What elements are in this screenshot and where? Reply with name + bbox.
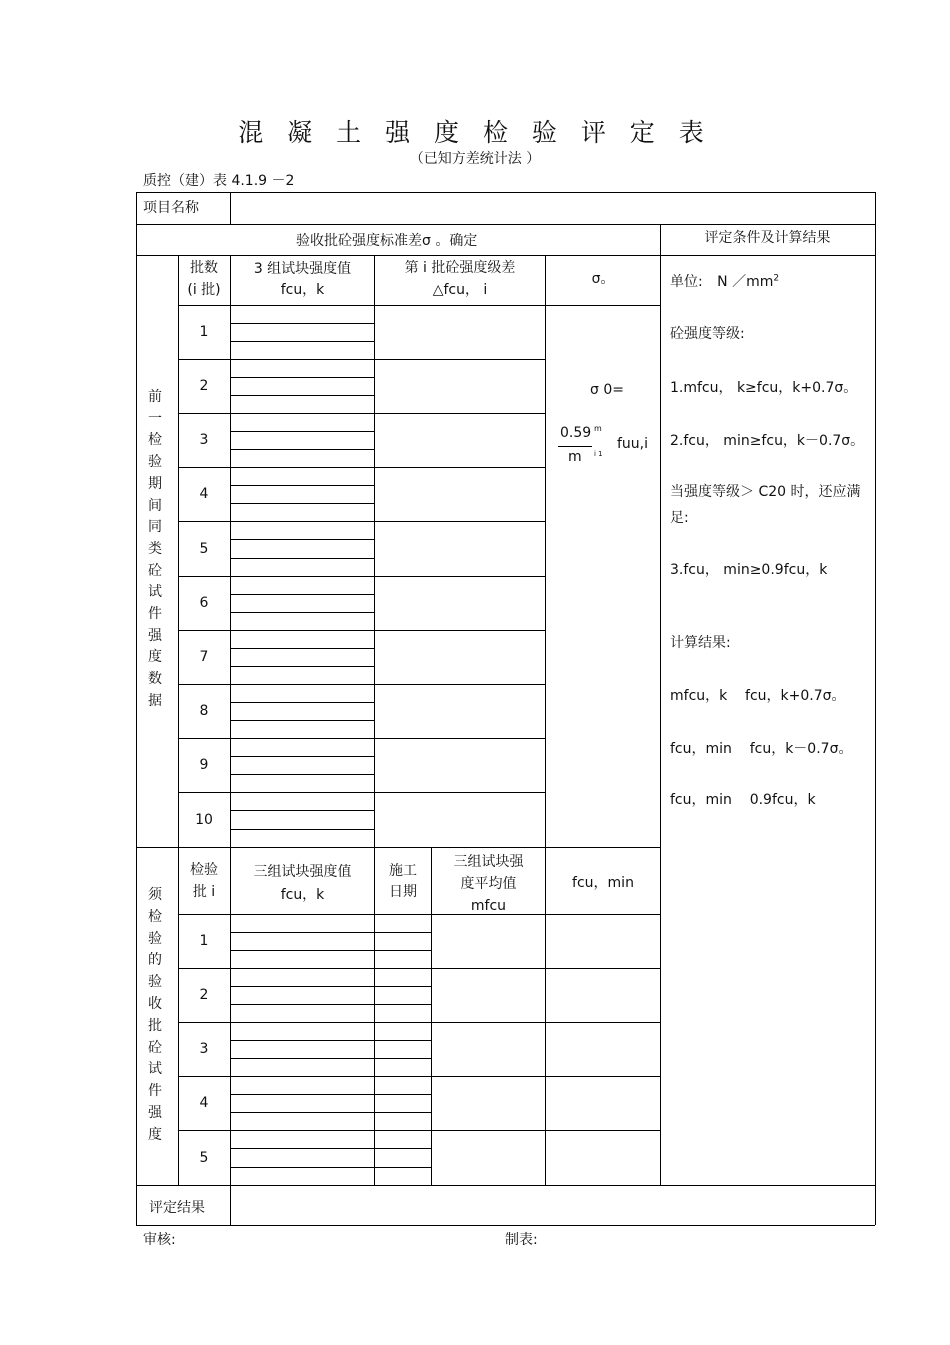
current-batch-number: 5	[199, 1149, 209, 1166]
prior-batch-number: 9	[199, 757, 209, 773]
grid-line-v	[230, 255, 231, 1225]
grid-line-h	[230, 1167, 431, 1168]
grid-line-v	[545, 847, 546, 1185]
unit-value: N ／mm	[717, 274, 774, 290]
grid-line-h	[230, 702, 374, 703]
grid-line-h	[178, 1130, 660, 1131]
maker-label: 制表:	[505, 1232, 538, 1248]
sigma-formula-i1: i 1	[594, 450, 603, 458]
grid-line-h	[178, 467, 545, 468]
grid-line-h	[230, 323, 374, 324]
sigma-basis-header: 验收批砼强度标准差σ 。确定	[296, 233, 478, 249]
prior-batch-number: 5	[199, 540, 209, 557]
grid-line-h	[230, 1112, 431, 1113]
project-label: 项目名称	[143, 200, 199, 216]
grid-line-h	[230, 395, 374, 396]
col-check-batch: 检验 批 i	[190, 862, 218, 900]
grid-line-h	[230, 666, 374, 667]
grid-line-h	[230, 594, 374, 595]
grid-line-h	[178, 630, 545, 631]
table-border-left	[136, 192, 137, 1225]
current-batch-number: 3	[199, 1041, 209, 1057]
grid-line-h	[230, 950, 431, 951]
prior-batch-number: 3	[199, 432, 209, 448]
table-border-top	[136, 192, 875, 193]
result-label: 计算结果:	[670, 635, 731, 651]
grade-label: 砼强度等级:	[670, 326, 745, 342]
page-title: 混 凝 土 强 度 检 验 评 定 表	[238, 118, 712, 147]
grid-line-h	[136, 255, 875, 256]
prior-batch-number: 4	[199, 486, 209, 502]
prior-batch-number: 10	[195, 811, 213, 828]
grid-line-h	[230, 774, 374, 775]
prior-batch-number: 7	[199, 649, 209, 665]
prior-batch-number: 1	[199, 324, 209, 340]
grid-line-h	[230, 829, 374, 830]
grid-line-h	[230, 341, 374, 342]
grid-line-h	[230, 1058, 431, 1059]
table-border-bottom	[136, 1225, 875, 1226]
condition-1: 1.mfcu， k≥fcu，k+0.7σ。	[670, 380, 858, 396]
assessment-result-label: 评定结果	[149, 1200, 205, 1216]
col-sigma: σ。	[591, 271, 615, 287]
col-strength-diff: 第 i 批砼强度级差 △fcu， i	[404, 260, 516, 298]
col-min-strength: fcu，min	[572, 875, 634, 891]
grid-line-h	[230, 1094, 431, 1095]
result-1: mfcu，k fcu，k+0.7σ。	[670, 688, 846, 704]
grid-line-h	[230, 1040, 431, 1041]
grid-line-h	[178, 576, 545, 577]
grid-line-h	[178, 738, 545, 739]
grid-line-v	[230, 192, 231, 224]
current-data-side-label: 须检验的验收批砼试件强度	[148, 887, 162, 1143]
reviewer-label: 审核:	[143, 1232, 176, 1248]
grid-line-h	[178, 1076, 660, 1077]
table-border-right	[875, 192, 876, 1225]
unit-label: 单位:	[670, 274, 703, 290]
col-current-strength: 三组试块强度值 fcu，k	[253, 864, 352, 903]
sigma-formula-m-bottom: m	[568, 449, 582, 465]
prior-batch-number: 6	[199, 595, 209, 611]
sigma-formula-coef: 0.59	[560, 425, 592, 441]
unit-superscript: 2	[773, 273, 780, 284]
sigma-formula-m-top: m	[594, 424, 602, 433]
grid-line-v	[660, 224, 661, 1185]
grid-line-h	[178, 968, 660, 969]
grid-line-h	[230, 720, 374, 721]
grid-line-h	[230, 1148, 431, 1149]
form-number: 质控（建）表 4.1.9 －2	[143, 173, 295, 189]
grid-line-h	[230, 810, 374, 811]
grid-line-h	[178, 914, 660, 915]
fraction-bar	[558, 446, 592, 447]
grid-line-v	[374, 255, 375, 847]
grid-line-h	[136, 847, 660, 848]
grid-line-h	[178, 413, 545, 414]
grid-line-h	[230, 485, 374, 486]
current-batch-number: 4	[199, 1095, 209, 1111]
col-batch-count: 批数 (i 批)	[187, 260, 221, 298]
grid-line-h	[136, 1185, 875, 1186]
grid-line-h	[230, 377, 374, 378]
col-average-strength: 三组试块强 度平均值 mfcu	[453, 854, 524, 914]
grid-line-h	[230, 431, 374, 432]
grid-line-h	[230, 986, 431, 987]
prior-data-side-label: 前一检验期间同类砼试件强度数据	[148, 389, 162, 709]
grid-line-h	[230, 612, 374, 613]
grid-line-h	[178, 305, 660, 306]
result-3: fcu，min 0.9fcu，k	[670, 792, 816, 808]
grid-line-h	[178, 521, 545, 522]
grid-line-h	[178, 792, 545, 793]
grid-line-h	[230, 503, 374, 504]
unit-line	[670, 271, 779, 291]
grid-line-h	[136, 224, 875, 225]
grid-line-h	[230, 558, 374, 559]
sigma-formula-fuu: fuu,i	[617, 436, 649, 452]
condition-2: 2.fcu， min≥fcu，k－0.7σ。	[670, 433, 865, 449]
result-2: fcu，min fcu，k－0.7σ。	[670, 741, 853, 757]
grid-line-h	[230, 932, 431, 933]
grid-line-h	[230, 449, 374, 450]
page-subtitle: （已知方差统计法 ）	[409, 151, 541, 167]
col-construction-date: 施工 日期	[389, 863, 417, 900]
condition-3: 3.fcu， min≥0.9fcu，k	[670, 562, 828, 578]
prior-batch-number: 2	[199, 378, 209, 394]
grid-line-h	[230, 756, 374, 757]
grid-line-h	[230, 1004, 431, 1005]
grid-line-v	[545, 255, 546, 847]
grid-line-h	[230, 648, 374, 649]
grid-line-h	[230, 539, 374, 540]
condition-extra-note: 当强度等级＞ C20 时，还应满足:	[670, 484, 861, 526]
criteria-header: 评定条件及计算结果	[704, 230, 831, 246]
grid-line-h	[178, 684, 545, 685]
current-batch-number: 1	[199, 933, 209, 949]
grid-line-h	[178, 359, 545, 360]
grid-line-h	[178, 1022, 660, 1023]
col-three-group-strength: 3 组试块强度值 fcu，k	[253, 261, 352, 298]
sigma-formula-lhs: σ 0=	[590, 382, 624, 398]
current-batch-number: 2	[199, 987, 209, 1003]
prior-batch-number: 8	[199, 703, 209, 719]
